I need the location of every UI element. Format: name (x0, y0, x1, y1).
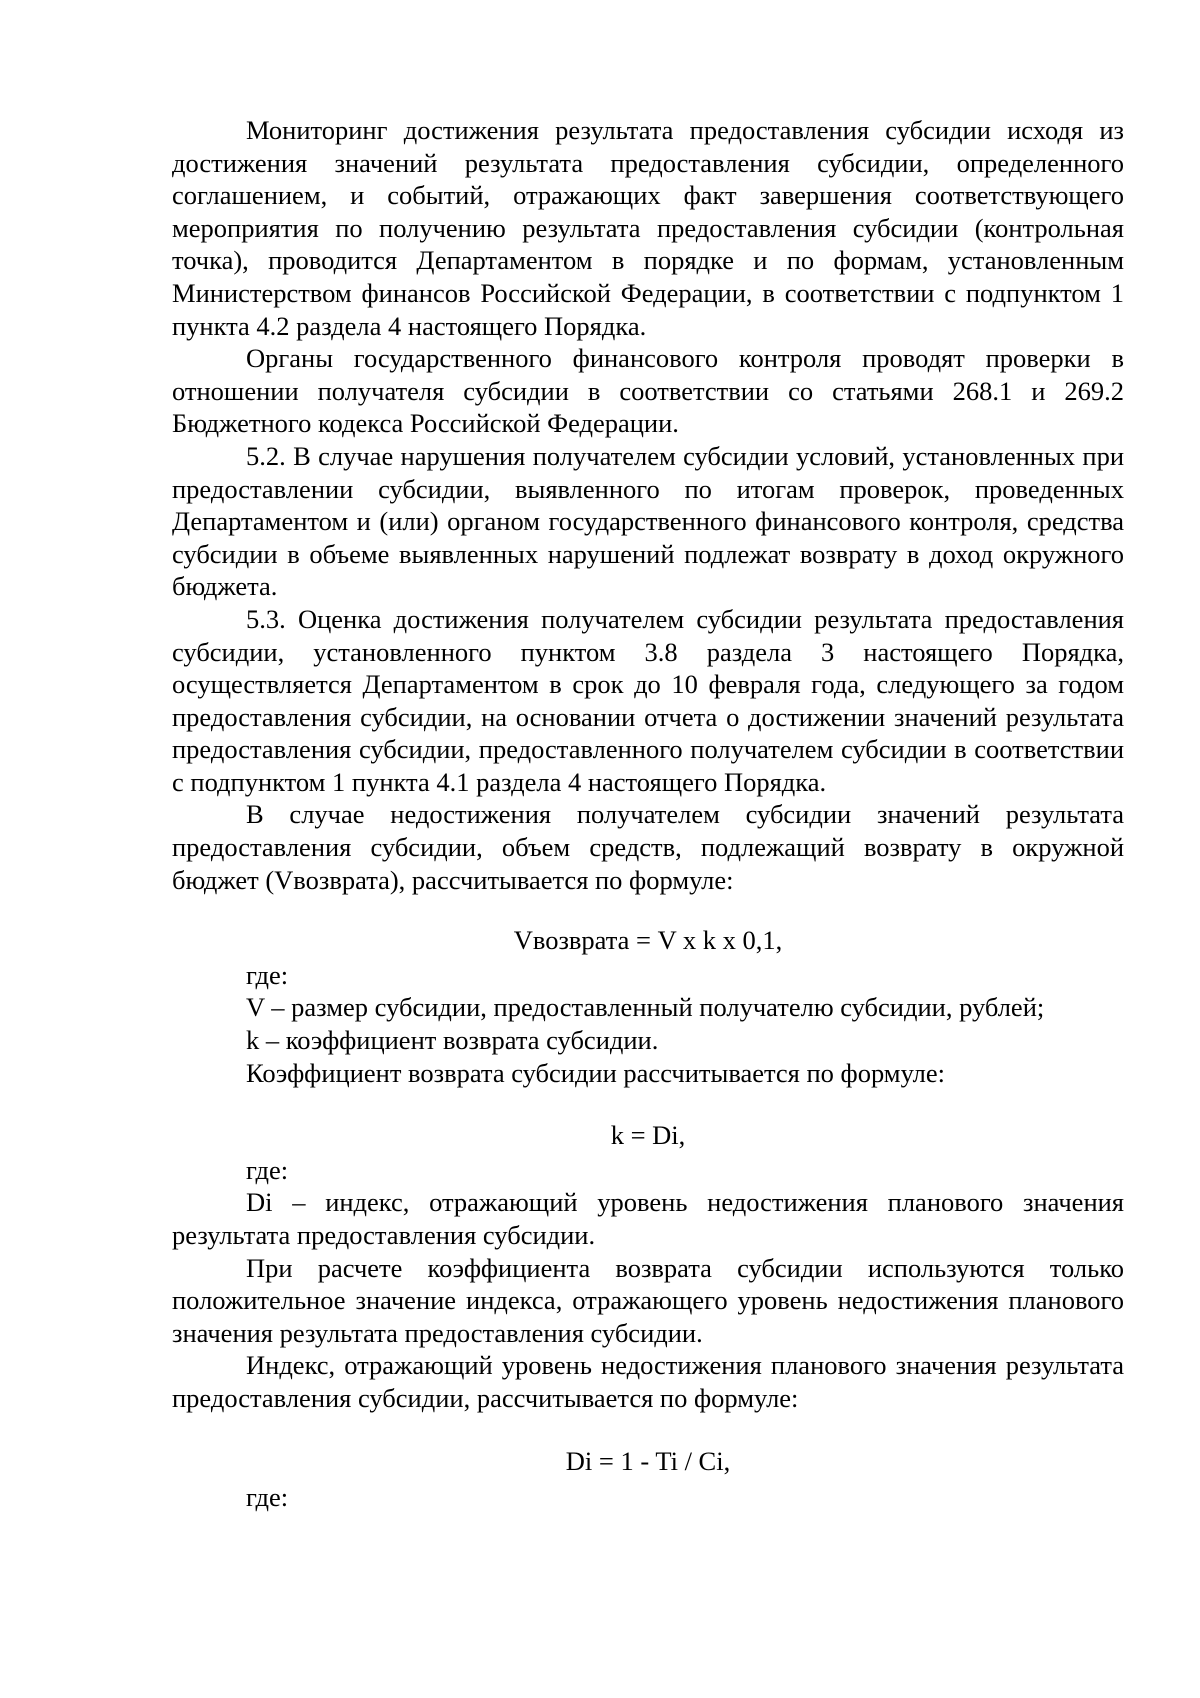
where-label-1: где: (246, 959, 289, 990)
paragraph-index-formula: Индекс, отражающий уровень недостижения планового значения результата предоставления субсидии, рассчитывается по формуле: (172, 1350, 1124, 1413)
paragraph-positive-index: При расчете коэффициента возврата субсидии используются только положительное значение индекса, отражающего уровень недостижения планового значения результата предоставления субсидии. (172, 1252, 1124, 1348)
formula-return-volume: Vвозврата = V x k x 0,1, (513, 925, 783, 956)
definition-v: V – размер субсидии, предоставленный получателю субсидии, рублей; (246, 992, 1045, 1023)
formula-coefficient: k = Di, (610, 1120, 686, 1151)
definition-k: k – коэффициент возврата субсидии. (246, 1025, 659, 1056)
paragraph-5-3: 5.3. Оценка достижения получателем субсидии результата предоставления субсидии, установленного пунктом 3.8 раздела 3 настоящего Порядка, осуществляется Департаментом в срок до 10 февраля года, следующего за годом предоставления субсидии, на основании отчета о достижении значений результата предоставления субсидии, предоставленного получателем субсидии в соответствии с подпунктом 1 пункта 4.1 раздела 4 настоящего Порядка. (172, 603, 1124, 797)
definition-di: Di – индекс, отражающий уровень недостижения планового значения результата предоставления субсидии. (172, 1187, 1124, 1250)
formula-index: Di = 1 - Ti / Ci, (565, 1445, 731, 1476)
document-body (172, 114, 1124, 1514)
where-label-2: где: (246, 1154, 289, 1185)
paragraph-financial-control: Органы государственного финансового контроля проводят проверки в отношении получателя субсидии в соответствии со статьями 268.1 и 269.2 Бюджетного кодекса Российской Федерации. (172, 343, 1124, 439)
paragraph-monitoring: Мониторинг достижения результата предоставления субсидии исходя из достижения значений результата предоставления субсидии, определенного соглашением, и событий, отражающих факт завершения соответствующего мероприятия по получению результата предоставления субсидии (контрольная точка), проводится Департаментом в порядке и по формам, установленным Министерством финансов Российской Федерации, в соответствии с подпунктом 1 пункта 4.2 раздела 4 настоящего Порядка. (172, 115, 1124, 341)
paragraph-5-2: 5.2. В случае нарушения получателем субсидии условий, установленных при предоставлении субсидии, выявленного по итогам проверок, проведенных Департаментом и (или) органом государственного финансового контроля, средства субсидии в объеме выявленных нарушений подлежат возврату в доход окружного бюджета. (172, 440, 1124, 602)
paragraph-coefficient: Коэффициент возврата субсидии рассчитывается по формуле: (246, 1057, 946, 1088)
paragraph-non-achievement: В случае недостижения получателем субсидии значений результата предоставления субсидии, объем средств, подлежащий возврату в окружной бюджет (Vвозврата), рассчитывается по формуле: (172, 799, 1124, 895)
where-label-3: где: (246, 1482, 289, 1513)
